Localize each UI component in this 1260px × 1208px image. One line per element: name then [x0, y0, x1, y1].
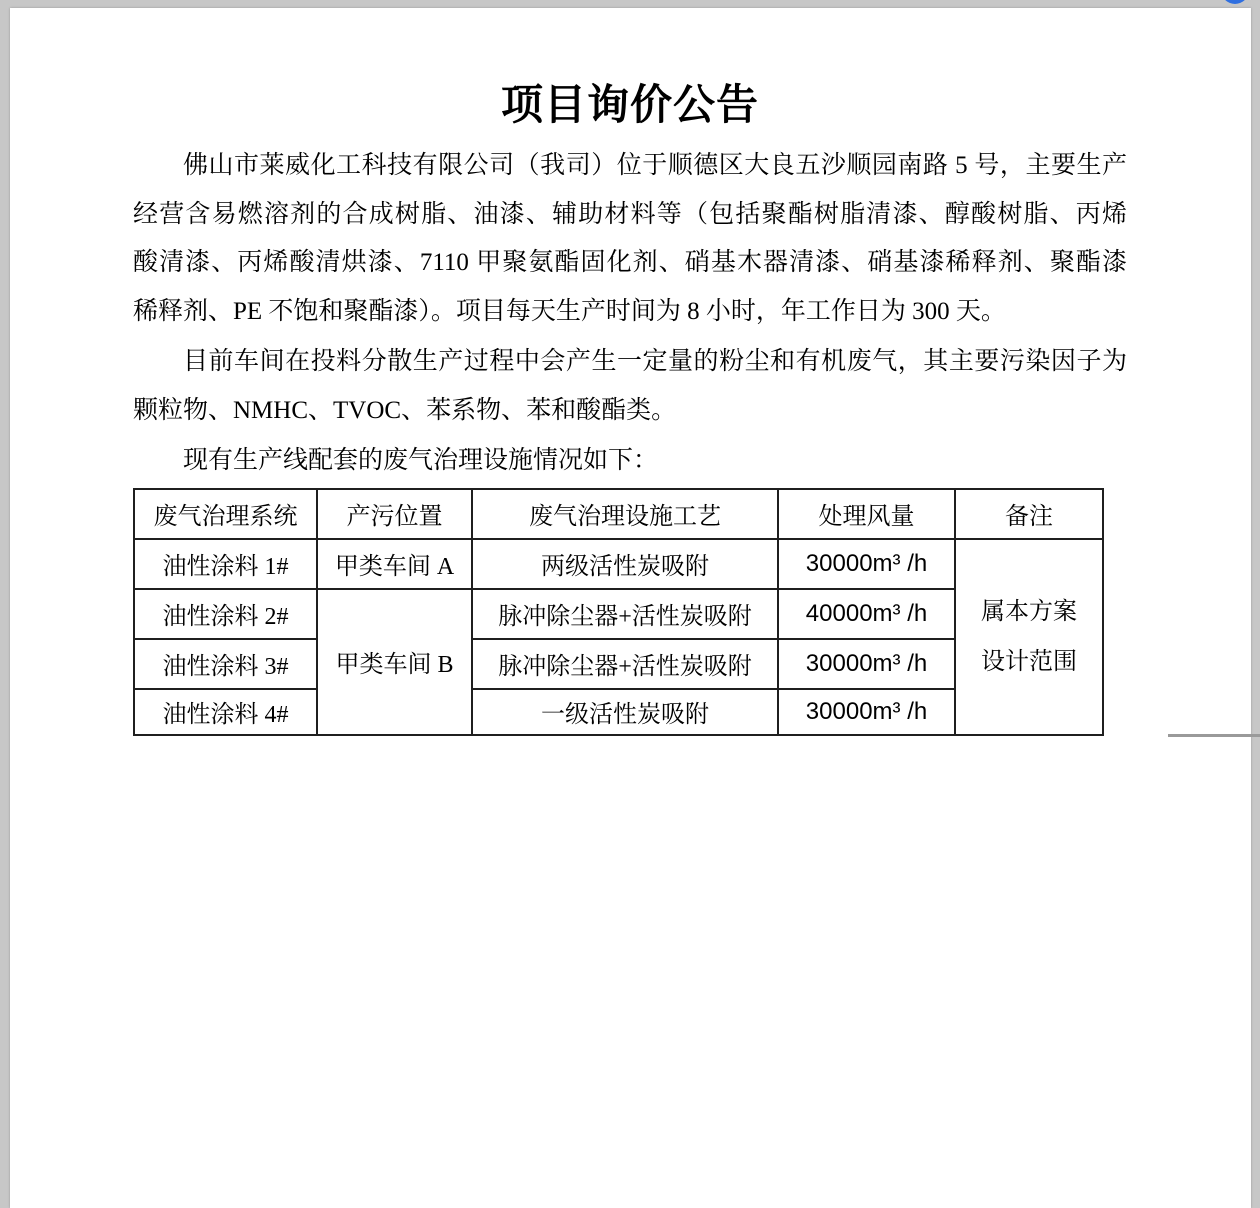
page-edge-line: [1168, 734, 1260, 737]
document-title: 项目询价公告: [500, 83, 759, 129]
table-cell: 油性涂料 1#: [134, 539, 317, 589]
waste-gas-table: [133, 488, 1104, 736]
table-cell: 甲类车间 A: [317, 539, 472, 589]
table-cell: 30000m³ /h: [778, 639, 955, 689]
paragraph: [133, 142, 1127, 336]
table-header-row: [134, 489, 1103, 539]
table-cell: 油性涂料 4#: [134, 689, 317, 735]
table-cell: 脉冲除尘器+活性炭吸附: [472, 589, 778, 639]
document-page: [10, 8, 1251, 1208]
remark-line: 属本方案: [981, 598, 1077, 625]
table-cell: [955, 539, 1103, 735]
table-cell: 30000m³ /h: [778, 689, 955, 735]
paragraph-line: 酸清漆、丙烯酸清烘漆、7110 甲聚氨酯固化剂、硝基木器清漆、硝基漆稀释剂、聚酯漆: [133, 249, 1127, 276]
table-row: [134, 539, 1103, 589]
table-cell: 甲类车间 B: [317, 589, 472, 735]
table-header-cell: 废气治理设施工艺: [472, 489, 778, 539]
paragraph-line: 目前车间在投料分散生产过程中会产生一定量的粉尘和有机废气，其主要污染因子为: [183, 348, 1127, 375]
table-header-cell: 废气治理系统: [134, 489, 317, 539]
table-cell: 油性涂料 2#: [134, 589, 317, 639]
table-cell: 40000m³ /h: [778, 589, 955, 639]
paragraph-line: 佛山市莱威化工科技有限公司（我司）位于顺德区大良五沙顺园南路 5 号，主要生产: [183, 152, 1127, 179]
table-cell: 脉冲除尘器+活性炭吸附: [472, 639, 778, 689]
floating-button-partial[interactable]: [1221, 0, 1249, 4]
table-cell: 两级活性炭吸附: [472, 539, 778, 589]
document-body: [133, 142, 1127, 486]
table-cell: 30000m³ /h: [778, 539, 955, 589]
paragraph: [133, 437, 1127, 486]
table-header-cell: 产污位置: [317, 489, 472, 539]
table-cell: 一级活性炭吸附: [472, 689, 778, 735]
paragraph-line: 颗粒物、NMHC、TVOC、苯系物、苯和酸酯类。: [133, 396, 677, 424]
remark-line: 设计范围: [981, 648, 1077, 675]
paragraph-line: 经营含易燃溶剂的合成树脂、油漆、辅助材料等（包括聚酯树脂清漆、醇酸树脂、丙烯: [133, 200, 1127, 228]
table-cell: 油性涂料 3#: [134, 639, 317, 689]
paragraph: [133, 338, 1127, 435]
paragraph-line: 稀释剂、PE 不饱和聚酯漆）。项目每天生产时间为 8 小时，年工作日为 300 天。: [133, 297, 1006, 325]
table-header-cell: 备注: [955, 489, 1103, 539]
paragraph-line: 现有生产线配套的废气治理设施情况如下：: [183, 447, 659, 474]
table-header-cell: 处理风量: [778, 489, 955, 539]
